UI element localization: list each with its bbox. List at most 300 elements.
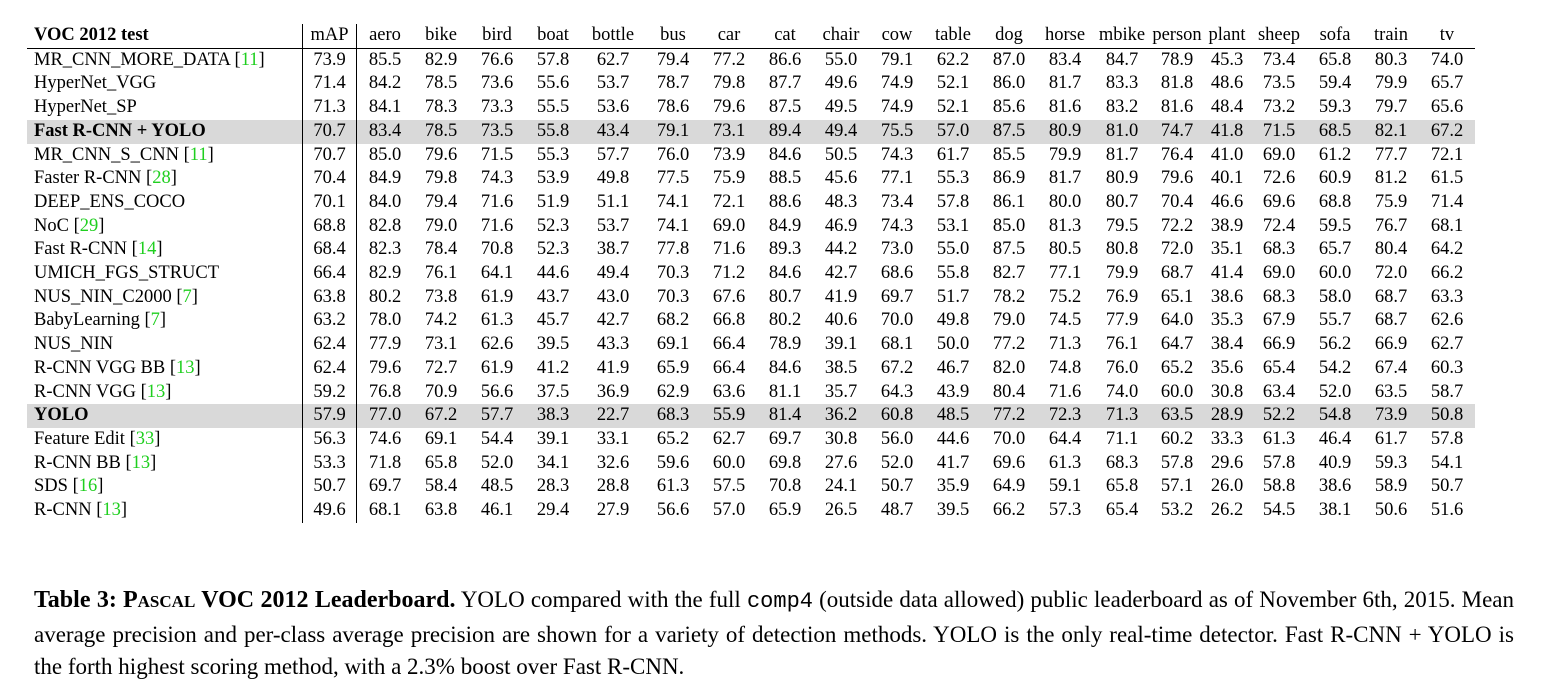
class-ap-cell: 50.6 <box>1374 500 1408 521</box>
class-ap-cell: 81.3 <box>1048 215 1082 236</box>
class-ap-cell: 86.6 <box>768 49 802 70</box>
citation-link[interactable]: 11 <box>240 49 259 70</box>
class-ap-cell: 55.7 <box>1318 310 1352 331</box>
class-ap-cell: 46.9 <box>824 215 858 236</box>
class-ap-cell: 74.7 <box>1151 120 1203 144</box>
table-row <box>27 191 1475 215</box>
class-ap-cell: 55.8 <box>936 263 970 284</box>
class-ap-cell: 54.8 <box>1307 404 1363 428</box>
class-ap-cell: 73.9 <box>712 144 746 165</box>
class-ap-cell: 65.7 <box>1318 239 1352 260</box>
class-ap-cell: 61.9 <box>480 357 514 378</box>
class-ap-cell: 81.2 <box>1374 168 1408 189</box>
class-ap-cell: 78.2 <box>992 286 1026 307</box>
class-ap-cell: 73.5 <box>1262 73 1296 94</box>
class-ap-cell: 53.1 <box>936 215 970 236</box>
class-ap-cell: 36.9 <box>596 381 630 402</box>
class-ap-cell: 42.7 <box>824 263 858 284</box>
citation-link[interactable]: 13 <box>102 500 121 521</box>
class-ap-cell: 72.3 <box>1037 404 1093 428</box>
class-ap-cell: 71.6 <box>1048 381 1082 402</box>
class-ap-cell: 61.3 <box>1262 428 1296 449</box>
class-ap-cell: 69.7 <box>880 286 914 307</box>
method-name: Fast R-CNN + YOLO <box>34 120 206 141</box>
class-ap-cell: 68.8 <box>1318 191 1352 212</box>
class-ap-cell: 56.6 <box>656 500 690 521</box>
class-ap-cell: 49.5 <box>824 97 858 118</box>
class-ap-cell: 78.5 <box>413 120 469 144</box>
class-ap-cell: 69.0 <box>712 215 746 236</box>
map-cell: 53.3 <box>303 452 357 476</box>
class-ap-cell: 54.5 <box>1262 500 1296 521</box>
class-ap-cell: 71.5 <box>480 144 514 165</box>
class-ap-cell: 43.0 <box>596 286 630 307</box>
class-ap-cell: 46.4 <box>1318 428 1352 449</box>
class-ap-cell: 50.8 <box>1419 404 1475 428</box>
class-ap-cell: 70.3 <box>656 286 690 307</box>
citation-link[interactable]: 13 <box>146 381 166 402</box>
class-ap-cell: 71.2 <box>712 263 746 284</box>
class-ap-cell: 71.6 <box>712 239 746 260</box>
class-ap-cell: 83.4 <box>1048 49 1082 70</box>
map-cell: 70.1 <box>303 191 357 215</box>
class-ap-cell: 63.5 <box>1151 404 1203 428</box>
map-cell: 71.3 <box>303 96 357 120</box>
class-ap-cell: 67.4 <box>1374 357 1408 378</box>
class-ap-cell: 65.4 <box>1262 357 1296 378</box>
class-ap-cell: 82.8 <box>368 215 402 236</box>
class-ap-cell: 67.2 <box>413 404 469 428</box>
method-name-cell: MR_CNN_MORE_DATA [11] <box>27 48 303 72</box>
class-ap-cell: 83.4 <box>357 120 414 144</box>
class-ap-cell: 43.4 <box>581 120 645 144</box>
class-ap-cell: 29.4 <box>536 500 570 521</box>
table-row <box>27 262 1475 286</box>
class-ap-cell: 48.5 <box>925 404 981 428</box>
class-ap-cell: 28.9 <box>1203 404 1251 428</box>
table-row <box>27 333 1475 357</box>
class-ap-cell: 38.7 <box>596 239 630 260</box>
class-ap-cell: 73.8 <box>424 286 458 307</box>
class-ap-cell: 82.9 <box>368 263 402 284</box>
class-ap-cell: 88.6 <box>768 191 802 212</box>
method-name-cell: R-CNN [13] <box>27 499 303 523</box>
class-ap-cell: 73.6 <box>480 73 514 94</box>
table-row <box>27 96 1475 120</box>
class-ap-cell: 72.6 <box>1262 168 1296 189</box>
class-ap-cell: 40.6 <box>824 310 858 331</box>
class-ap-cell: 50.5 <box>824 144 858 165</box>
class-ap-cell: 78.0 <box>368 310 402 331</box>
class-ap-cell: 51.6 <box>1430 500 1464 521</box>
class-ap-cell: 79.4 <box>656 49 690 70</box>
class-ap-cell: 81.6 <box>1048 97 1082 118</box>
class-ap-cell: 76.4 <box>1160 144 1194 165</box>
class-ap-cell: 84.7 <box>1105 49 1139 70</box>
class-ap-cell: 76.6 <box>480 49 514 70</box>
class-column-header: aero <box>369 25 401 45</box>
class-ap-cell: 74.3 <box>480 168 514 189</box>
class-column-header: sheep <box>1257 25 1301 45</box>
class-column-header: boat <box>537 25 569 45</box>
class-ap-cell: 84.9 <box>768 215 802 236</box>
class-ap-cell: 80.2 <box>368 286 402 307</box>
class-ap-cell: 38.3 <box>525 404 581 428</box>
class-ap-cell: 79.6 <box>712 97 746 118</box>
class-ap-cell: 78.9 <box>768 334 802 355</box>
class-ap-cell: 68.3 <box>645 404 701 428</box>
caption-label: Table 3: <box>34 587 117 613</box>
voc2012-leaderboard-table <box>27 24 1475 523</box>
class-ap-cell: 44.2 <box>824 239 858 260</box>
class-ap-cell: 70.8 <box>768 476 802 497</box>
class-ap-cell: 61.9 <box>480 286 514 307</box>
method-name: HyperNet_SP <box>34 97 137 118</box>
class-ap-cell: 77.2 <box>981 404 1037 428</box>
map-cell: 56.3 <box>303 428 357 452</box>
table-row <box>27 48 1475 72</box>
class-ap-cell: 65.7 <box>1430 73 1464 94</box>
class-ap-cell: 76.1 <box>1105 334 1139 355</box>
table-row <box>27 215 1475 239</box>
method-name: UMICH_FGS_STRUCT <box>34 263 220 284</box>
method-name: MR_CNN_S_CNN <box>34 144 179 165</box>
class-ap-cell: 72.7 <box>424 357 458 378</box>
class-ap-cell: 62.6 <box>480 334 514 355</box>
class-ap-cell: 55.0 <box>936 239 970 260</box>
class-ap-cell: 62.7 <box>1430 334 1464 355</box>
class-ap-cell: 73.0 <box>880 239 914 260</box>
class-ap-cell: 57.8 <box>1160 452 1194 473</box>
map-cell: 66.4 <box>303 262 357 286</box>
method-name-cell <box>27 262 303 286</box>
class-ap-cell: 79.9 <box>1374 73 1408 94</box>
table-row <box>27 286 1475 310</box>
class-ap-cell: 52.3 <box>536 215 570 236</box>
class-ap-cell: 53.9 <box>536 168 570 189</box>
class-ap-cell: 81.7 <box>1105 144 1139 165</box>
class-ap-cell: 80.7 <box>1105 191 1139 212</box>
class-ap-cell: 41.2 <box>536 357 570 378</box>
class-ap-cell: 46.7 <box>936 357 970 378</box>
class-ap-cell: 87.5 <box>981 120 1037 144</box>
class-ap-cell: 48.3 <box>824 191 858 212</box>
class-ap-cell: 74.2 <box>424 310 458 331</box>
class-ap-cell: 38.1 <box>1318 500 1352 521</box>
class-ap-cell: 82.9 <box>424 49 458 70</box>
class-ap-cell: 77.1 <box>880 168 914 189</box>
class-ap-cell: 65.4 <box>1105 500 1139 521</box>
class-ap-cell: 39.1 <box>536 428 570 449</box>
method-column-header: VOC 2012 test <box>27 24 303 48</box>
class-ap-cell: 79.6 <box>424 144 458 165</box>
class-ap-cell: 72.2 <box>1160 215 1194 236</box>
class-ap-cell: 59.1 <box>1048 476 1082 497</box>
method-name-cell <box>27 120 303 144</box>
class-ap-cell: 37.5 <box>536 381 570 402</box>
class-ap-cell: 69.0 <box>1262 144 1296 165</box>
class-ap-cell: 41.4 <box>1210 263 1244 284</box>
class-ap-cell: 68.3 <box>1105 452 1139 473</box>
citation-link[interactable]: 29 <box>79 215 99 236</box>
class-ap-cell: 64.3 <box>880 381 914 402</box>
table-row <box>27 428 1475 452</box>
class-ap-cell: 55.0 <box>824 49 858 70</box>
class-ap-cell: 82.7 <box>992 263 1026 284</box>
class-ap-cell: 66.8 <box>712 310 746 331</box>
class-ap-cell: 62.7 <box>712 428 746 449</box>
method-name: R-CNN VGG BB <box>34 357 166 378</box>
class-ap-cell: 70.0 <box>992 428 1026 449</box>
class-ap-cell: 39.5 <box>936 500 970 521</box>
class-ap-cell: 56.6 <box>480 381 514 402</box>
class-ap-cell: 53.7 <box>596 215 630 236</box>
map-cell: 63.2 <box>303 309 357 333</box>
class-ap-cell: 77.0 <box>357 404 414 428</box>
class-ap-cell: 40.9 <box>1318 452 1352 473</box>
class-ap-cell: 57.3 <box>1048 500 1082 521</box>
class-ap-cell: 60.3 <box>1430 357 1464 378</box>
class-ap-cell: 70.4 <box>1160 191 1194 212</box>
class-ap-cell: 79.8 <box>712 73 746 94</box>
class-ap-cell: 75.9 <box>1374 191 1408 212</box>
table-row <box>27 404 1475 428</box>
citation-link[interactable]: 28 <box>152 168 171 189</box>
citation-link[interactable]: 14 <box>137 239 157 260</box>
class-ap-cell: 38.6 <box>1210 286 1244 307</box>
class-ap-cell: 63.6 <box>712 381 746 402</box>
class-ap-cell: 60.2 <box>1160 428 1194 449</box>
method-name: R-CNN BB <box>34 452 121 473</box>
class-ap-cell: 29.6 <box>1210 452 1244 473</box>
class-column-header: person <box>1152 25 1202 45</box>
class-ap-cell: 73.9 <box>1363 404 1419 428</box>
citation-link[interactable]: 13 <box>131 452 151 473</box>
class-ap-cell: 61.2 <box>1318 144 1352 165</box>
class-ap-cell: 67.2 <box>1419 120 1475 144</box>
map-cell: 62.4 <box>303 333 357 357</box>
class-ap-cell: 52.0 <box>480 452 514 473</box>
class-ap-cell: 69.1 <box>656 334 690 355</box>
class-ap-cell: 77.7 <box>1374 144 1408 165</box>
class-ap-cell: 77.2 <box>992 334 1026 355</box>
table-row <box>27 452 1475 476</box>
class-ap-cell: 60.0 <box>1318 263 1352 284</box>
class-ap-cell: 84.6 <box>768 144 802 165</box>
class-ap-cell: 74.6 <box>368 428 402 449</box>
class-ap-cell: 71.3 <box>1048 334 1082 355</box>
class-ap-cell: 80.4 <box>1374 239 1408 260</box>
class-ap-cell: 59.6 <box>656 452 690 473</box>
method-name-cell: SDS [16] <box>27 475 303 499</box>
map-cell: 71.4 <box>303 72 357 96</box>
class-ap-cell: 46.1 <box>480 500 514 521</box>
method-name-cell <box>27 96 303 120</box>
citation-link[interactable]: 33 <box>135 428 155 449</box>
class-ap-cell: 66.9 <box>1374 334 1408 355</box>
class-ap-cell: 68.1 <box>1430 215 1464 236</box>
class-ap-cell: 44.6 <box>536 263 570 284</box>
class-ap-cell: 82.3 <box>368 239 402 260</box>
class-ap-cell: 28.8 <box>596 476 630 497</box>
table-row <box>27 309 1475 333</box>
class-ap-cell: 81.1 <box>768 381 802 402</box>
class-ap-cell: 68.3 <box>1262 286 1296 307</box>
class-ap-cell: 71.6 <box>480 215 514 236</box>
citation-link[interactable]: 7 <box>182 286 192 307</box>
class-ap-cell: 71.3 <box>1093 404 1151 428</box>
map-cell: 73.9 <box>303 48 357 72</box>
citation-link[interactable]: 7 <box>150 310 160 331</box>
class-ap-cell: 50.7 <box>1430 476 1464 497</box>
caption-text-1: YOLO compared with the full <box>460 587 741 612</box>
method-name: Feature Edit <box>34 428 125 449</box>
class-ap-cell: 50.7 <box>880 476 914 497</box>
class-ap-cell: 79.0 <box>424 215 458 236</box>
class-column-header: bird <box>482 25 512 45</box>
class-ap-cell: 85.0 <box>368 144 402 165</box>
class-ap-cell: 71.1 <box>1105 428 1139 449</box>
class-ap-cell: 71.4 <box>1430 191 1464 212</box>
class-ap-cell: 84.0 <box>368 191 402 212</box>
class-ap-cell: 74.9 <box>880 73 914 94</box>
class-ap-cell: 24.1 <box>824 476 858 497</box>
class-ap-cell: 64.2 <box>1430 239 1464 260</box>
map-cell: 59.2 <box>303 381 357 405</box>
class-column-header: horse <box>1044 25 1086 45</box>
class-ap-cell: 84.1 <box>368 97 402 118</box>
citation-link[interactable]: 11 <box>189 144 208 165</box>
method-name-cell: R-CNN VGG BB [13] <box>27 357 303 381</box>
class-ap-cell: 35.9 <box>936 476 970 497</box>
class-ap-cell: 81.6 <box>1160 97 1194 118</box>
class-ap-cell: 51.1 <box>596 191 630 212</box>
class-ap-cell: 64.4 <box>1048 428 1082 449</box>
caption-title-smallcaps: Pascal <box>123 587 196 613</box>
class-ap-cell: 52.2 <box>1251 404 1307 428</box>
class-ap-cell: 61.7 <box>936 144 970 165</box>
class-ap-cell: 69.0 <box>1262 263 1296 284</box>
class-ap-cell: 79.6 <box>368 357 402 378</box>
class-ap-cell: 65.8 <box>1105 476 1139 497</box>
class-column-header: sofa <box>1319 25 1351 45</box>
method-name-cell <box>27 333 303 357</box>
class-ap-cell: 69.6 <box>992 452 1026 473</box>
class-ap-cell: 76.9 <box>1105 286 1139 307</box>
class-ap-cell: 56.0 <box>880 428 914 449</box>
map-cell: 68.8 <box>303 215 357 239</box>
class-ap-cell: 79.1 <box>645 120 701 144</box>
map-cell: 50.7 <box>303 475 357 499</box>
method-name: SDS <box>34 476 68 497</box>
class-ap-cell: 33.3 <box>1210 428 1244 449</box>
class-ap-cell: 34.1 <box>536 452 570 473</box>
class-ap-cell: 86.9 <box>992 168 1026 189</box>
class-ap-cell: 64.1 <box>480 263 514 284</box>
class-ap-cell: 87.0 <box>992 49 1026 70</box>
class-ap-cell: 42.7 <box>596 310 630 331</box>
method-name-cell: Feature Edit [33] <box>27 428 303 452</box>
class-ap-cell: 73.4 <box>880 191 914 212</box>
class-ap-cell: 65.6 <box>1430 97 1464 118</box>
map-cell: 62.4 <box>303 357 357 381</box>
class-ap-cell: 64.9 <box>992 476 1026 497</box>
class-ap-cell: 70.3 <box>656 263 690 284</box>
class-ap-cell: 87.5 <box>992 239 1026 260</box>
class-ap-cell: 49.4 <box>813 120 869 144</box>
class-column-header: train <box>1374 25 1408 45</box>
class-column-header: tv <box>1439 25 1455 45</box>
class-ap-cell: 40.1 <box>1210 168 1244 189</box>
class-ap-cell: 45.6 <box>824 168 858 189</box>
class-ap-cell: 74.0 <box>1105 381 1139 402</box>
table-row <box>27 475 1475 499</box>
class-ap-cell: 35.3 <box>1210 310 1244 331</box>
class-ap-cell: 66.2 <box>992 500 1026 521</box>
class-ap-cell: 67.9 <box>1262 310 1296 331</box>
class-ap-cell: 79.7 <box>1374 97 1408 118</box>
class-ap-cell: 82.1 <box>1363 120 1419 144</box>
class-ap-cell: 59.3 <box>1374 452 1408 473</box>
method-name-cell: Fast R-CNN [14] <box>27 238 303 262</box>
class-ap-cell: 46.6 <box>1210 191 1244 212</box>
class-ap-cell: 74.1 <box>656 215 690 236</box>
class-ap-cell: 89.4 <box>757 120 813 144</box>
caption-code: comp4 <box>746 589 813 614</box>
class-ap-cell: 66.4 <box>712 357 746 378</box>
class-ap-cell: 62.6 <box>1430 310 1464 331</box>
class-ap-cell: 65.9 <box>768 500 802 521</box>
class-ap-cell: 76.1 <box>424 263 458 284</box>
class-ap-cell: 55.3 <box>936 168 970 189</box>
class-column-header: dog <box>995 25 1023 45</box>
class-ap-cell: 83.3 <box>1105 73 1139 94</box>
method-name: NUS_NIN_C2000 <box>34 286 172 307</box>
class-ap-cell: 38.6 <box>1318 476 1352 497</box>
class-ap-cell: 81.0 <box>1093 120 1151 144</box>
class-ap-cell: 79.8 <box>424 168 458 189</box>
method-name: R-CNN <box>34 500 92 521</box>
class-ap-cell: 38.9 <box>1210 215 1244 236</box>
citation-link[interactable]: 13 <box>176 357 195 378</box>
method-name-cell: R-CNN BB [13] <box>27 452 303 476</box>
class-ap-cell: 55.3 <box>536 144 570 165</box>
class-ap-cell: 69.7 <box>368 476 402 497</box>
class-ap-cell: 60.0 <box>1160 381 1194 402</box>
table-row <box>27 120 1475 144</box>
class-ap-cell: 49.8 <box>596 168 630 189</box>
class-ap-cell: 60.8 <box>869 404 925 428</box>
class-ap-cell: 28.3 <box>536 476 570 497</box>
class-column-header: table <box>935 25 971 45</box>
class-ap-cell: 74.9 <box>880 97 914 118</box>
class-ap-cell: 65.1 <box>1160 286 1194 307</box>
table-row <box>27 144 1475 168</box>
table-caption <box>34 584 1514 684</box>
citation-link[interactable]: 16 <box>78 476 98 497</box>
class-ap-cell: 52.1 <box>936 97 970 118</box>
class-ap-cell: 63.5 <box>1374 381 1408 402</box>
method-name: R-CNN VGG <box>34 381 136 402</box>
class-ap-cell: 59.3 <box>1318 97 1352 118</box>
class-ap-cell: 79.4 <box>424 191 458 212</box>
class-ap-cell: 85.5 <box>992 144 1026 165</box>
method-name: Faster R-CNN <box>34 168 142 189</box>
class-ap-cell: 58.7 <box>1430 381 1464 402</box>
class-ap-cell: 53.6 <box>596 97 630 118</box>
class-column-header: bus <box>660 25 686 45</box>
map-column-header: mAP <box>303 24 357 48</box>
